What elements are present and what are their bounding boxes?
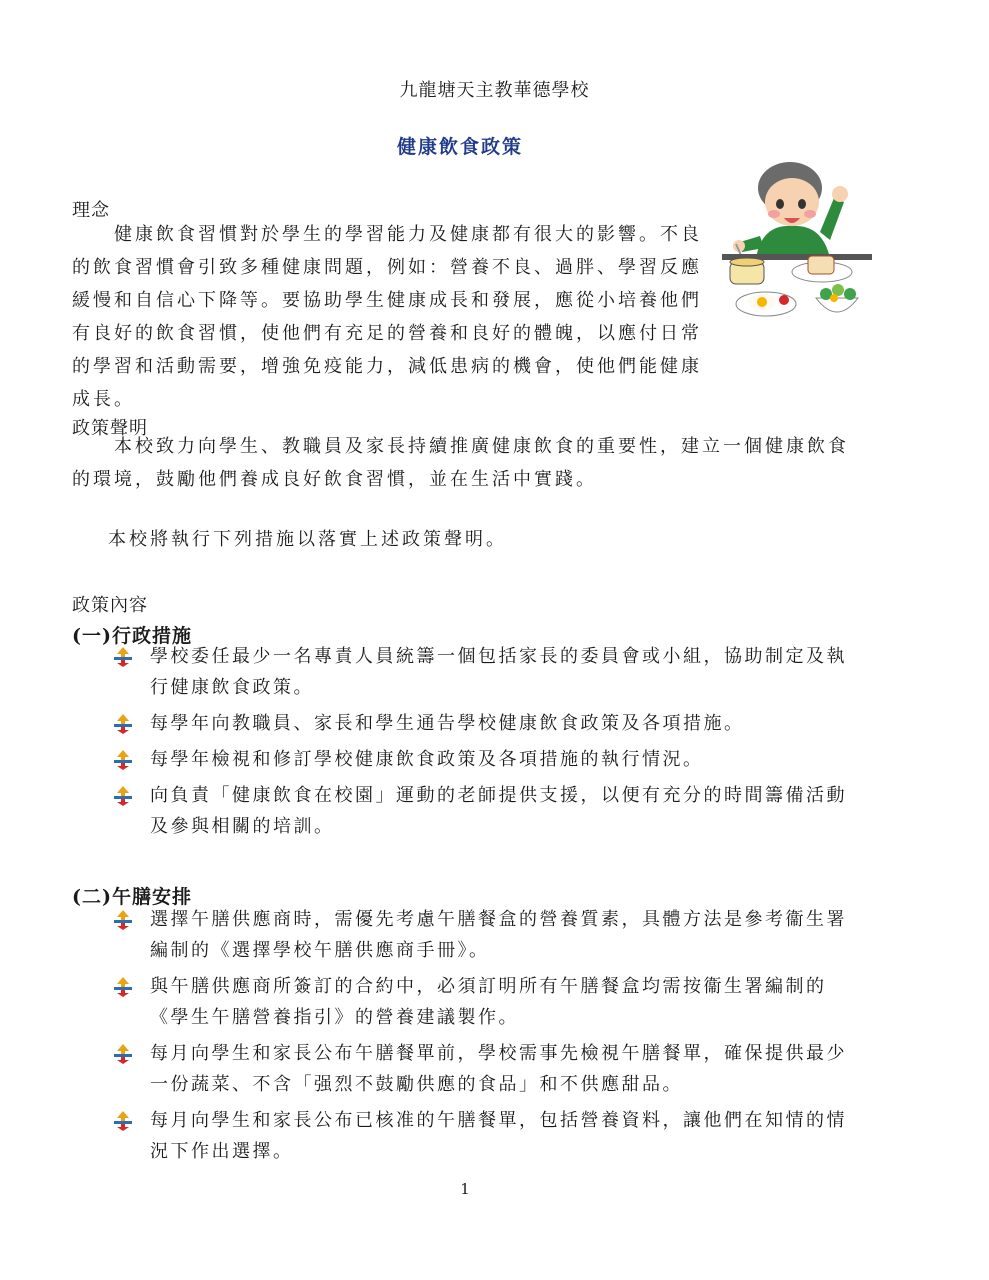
arrow-bullet-icon <box>112 976 134 998</box>
list-item-text: 向負責「健康飲食在校園」運動的老師提供支援，以便有充分的時間籌備活動及參與相關的培訓。 <box>150 785 847 837</box>
list-item <box>110 904 855 966</box>
arrow-bullet-icon <box>112 785 134 807</box>
section-title-lunch: (二)午膳安排 <box>72 886 192 908</box>
child-eating-illustration <box>722 158 872 330</box>
lunch-arrangements-list <box>110 904 855 1172</box>
list-item-text: 與午膳供應商所簽訂的合約中，必須訂明所有午膳餐盒均需按衞生署編制的《學生午膳營養指引》的營養建議製作。 <box>150 976 827 1028</box>
list-item <box>110 1038 855 1100</box>
list-item-text: 選擇午膳供應商時，需優先考慮午膳餐盒的營養質素，具體方法是參考衞生署編制的《選擇學校午膳供應商手冊》。 <box>150 909 847 961</box>
page-number: 1 <box>460 1180 470 1198</box>
list-item <box>110 708 855 739</box>
list-item-text: 每月向學生和家長公布午膳餐單前，學校需事先檢視午膳餐單，確保提供最少一份蔬菜、不含「强烈不鼓勵供應的食品」和不供應甜品。 <box>150 1043 847 1095</box>
policy-content-heading: 政策內容 <box>72 595 148 616</box>
list-item-text: 學校委任最少一名專責人員統籌一個包括家長的委員會或小組，協助制定及執行健康飲食政策。 <box>150 646 847 698</box>
arrow-bullet-icon <box>112 1110 134 1132</box>
list-item <box>110 744 855 775</box>
school-name: 九龍塘天主教華德學校 <box>399 80 590 101</box>
list-item <box>110 641 855 703</box>
list-item-text: 每學年檢視和修訂學校健康飲食政策及各項措施的執行情況。 <box>150 749 704 770</box>
philosophy-heading: 理念 <box>72 200 110 221</box>
admin-measures-list <box>110 641 855 847</box>
list-item <box>110 780 855 842</box>
arrow-bullet-icon <box>112 1043 134 1065</box>
list-item-text: 每學年向教職員、家長和學生通告學校健康飲食政策及各項措施。 <box>150 713 745 734</box>
arrow-bullet-icon <box>112 909 134 931</box>
arrow-bullet-icon <box>112 749 134 771</box>
philosophy-text: 健康飲食習慣對於學生的學習能力及健康都有很大的影響。不良的飲食習慣會引致多種健康問題，例如：營養不良、過胖、學習反應緩慢和自信心下降等。要協助學生健康成長和發展，應從小培養他們有良好的飲食習慣，使他們有充足的營養和良好的體魄，以應付日常的學習和活動需要，增強免疫能力，減低患病的機會，使他們能健康成長。 <box>72 224 702 410</box>
policy-statement-text: 本校致力向學生、教職員及家長持續推廣健康飲食的重要性，建立一個健康飲食的環境，鼓勵他們養成良好飲食習慣，並在生活中實踐。 <box>72 436 849 490</box>
section-title-admin: (一)行政措施 <box>72 625 192 647</box>
list-item <box>110 971 855 1033</box>
policy-statement-heading: 政策聲明 <box>72 418 148 439</box>
list-item <box>110 1105 855 1167</box>
list-item-text: 每月向學生和家長公布已核准的午膳餐單，包括營養資料，讓他們在知情的情況下作出選擇。 <box>150 1110 847 1162</box>
arrow-bullet-icon <box>112 646 134 668</box>
document-title: 健康飲食政策 <box>396 136 523 158</box>
arrow-bullet-icon <box>112 713 134 735</box>
implementation-statement: 本校將執行下列措施以落實上述政策聲明。 <box>108 529 507 550</box>
